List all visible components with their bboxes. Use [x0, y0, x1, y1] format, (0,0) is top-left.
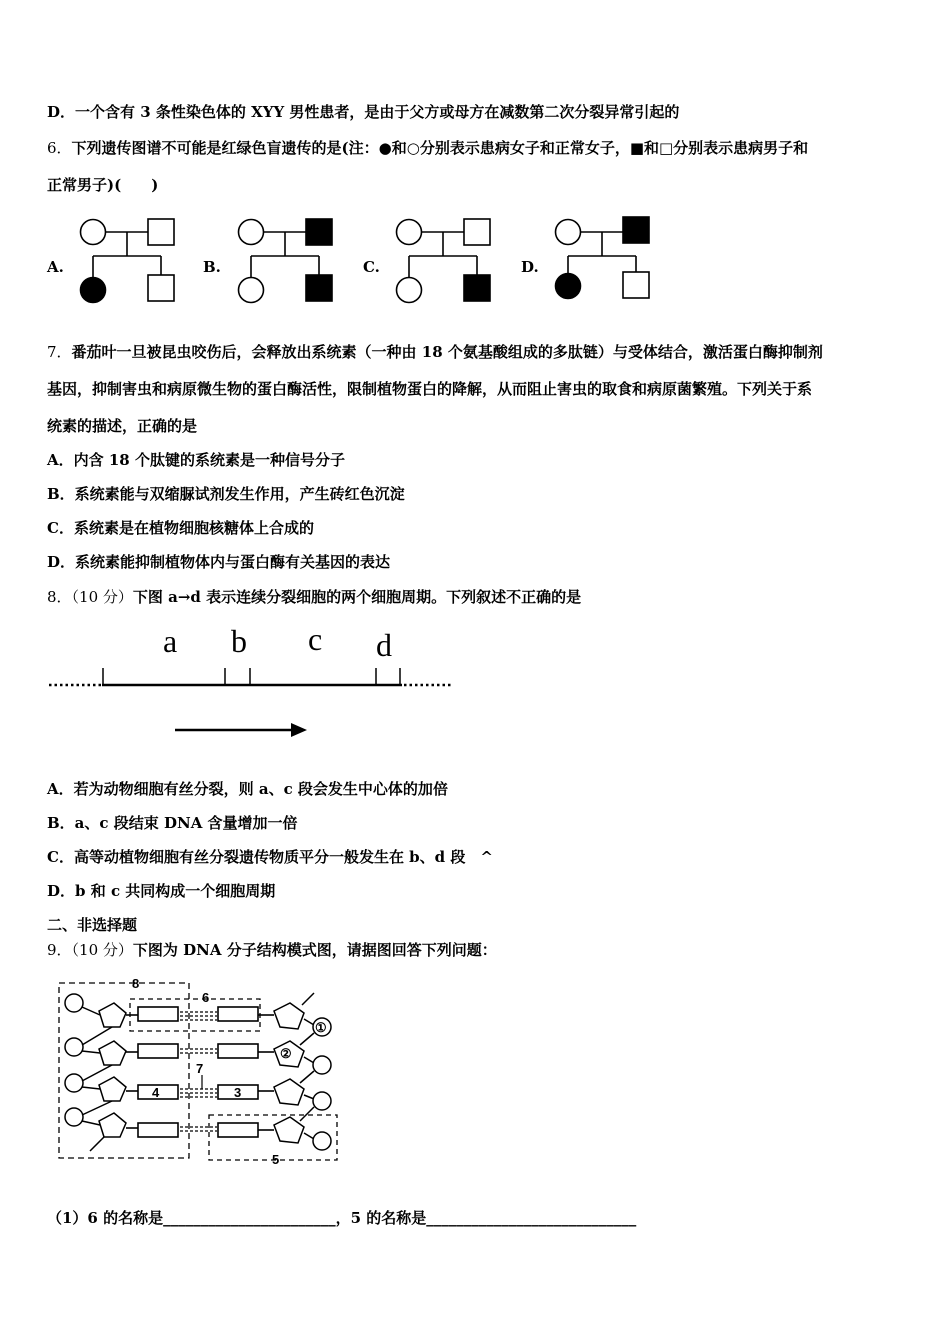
q6-stem-line2: 正常男子)( ) [47, 176, 159, 194]
q6-option-b-label: B. [203, 258, 221, 276]
cell-cycle-diagram [45, 615, 465, 750]
section-2-title: 二、非选择题 [47, 916, 138, 934]
q6-stem-text: 下列遗传图谱不可能是红绿色盲遗传的是(注：●和○分别表示患病女子和正常女子，■和□分别表示患病男子和 [71, 139, 809, 157]
q7-option-c: C．系统素是在植物细胞核糖体上合成的 [47, 519, 314, 537]
q8-option-b: B．a、c 段结束 DNA 含量增加一倍 [47, 814, 298, 832]
pedigree-c-icon [394, 212, 499, 307]
segment-label-b: b [231, 623, 247, 659]
q5-option-d: D．一个含有 3 条性染色体的 XYY 男性患者，是由于父方或母方在减数第二次分裂异常引起的 [47, 103, 680, 121]
q7-number: 7． [47, 343, 72, 361]
q8-score: （10 分） [71, 588, 133, 606]
q9-number: 9． [47, 941, 72, 959]
segment-label-a: a [163, 623, 178, 659]
q7-option-a: A．内含 18 个肽键的系统素是一种信号分子 [47, 451, 345, 469]
dna-label-1: ① [315, 1020, 327, 1035]
q8-option-c: C．高等动植物细胞有丝分裂遗传物质平分一般发生在 b、d 段 ^ [47, 848, 493, 866]
q9-score: （10 分） [71, 941, 133, 959]
q7-stem-text: 番茄叶一旦被昆虫咬伤后，会释放出系统素（一种由 18 个氨基酸组成的多肽链）与受体结合，激活蛋白酶抑制剂 [71, 343, 823, 361]
segment-label-d: d [376, 627, 392, 663]
q7-stem-line2: 基因，抑制害虫和病原微生物的蛋白酶活性，限制植物蛋白的降解，从而阻止害虫的取食和病原菌繁殖。下列关于系 [47, 380, 813, 398]
pedigree-d-icon [553, 212, 658, 307]
q7-option-b: B．系统素能与双缩脲试剂发生作用，产生砖红色沉淀 [47, 485, 405, 503]
q6-number: 6． [47, 139, 72, 157]
q9-stem-text: 下图为 DNA 分子结构模式图，请据图回答下列问题： [132, 941, 497, 959]
dna-label-2: ② [280, 1046, 292, 1061]
q8-option-d: D．b 和 c 共同构成一个细胞周期 [47, 882, 276, 900]
q6-option-d-label: D. [521, 258, 539, 276]
dna-label-7: 7 [196, 1061, 204, 1076]
q8-stem [47, 587, 581, 607]
q7-stem-line1 [47, 342, 823, 362]
q9-sub1: （1）6 的名称是_______________________，5 的名称是____________________________ [47, 1209, 637, 1227]
dna-label-3: 3 [234, 1085, 242, 1100]
q7-stem-line3: 统素的描述，正确的是 [47, 417, 198, 435]
dna-structure-diagram [52, 975, 347, 1170]
pedigree-b-icon [236, 212, 341, 307]
q9-stem [47, 940, 497, 960]
q6-option-a-label: A. [47, 258, 64, 276]
dna-label-6: 6 [202, 990, 210, 1005]
pedigree-a-icon [78, 212, 183, 307]
q6-stem-line1 [47, 138, 808, 158]
dna-label-5: 5 [272, 1152, 280, 1167]
dna-label-8: 8 [132, 976, 140, 991]
q7-option-d: D．系统素能抑制植物体内与蛋白酶有关基因的表达 [47, 553, 391, 571]
dna-label-4: 4 [152, 1085, 160, 1100]
q8-number: 8． [47, 588, 72, 606]
q6-option-c-label: C. [363, 258, 380, 276]
segment-label-c: c [308, 621, 323, 657]
q8-stem-text: 下图 a→d 表示连续分裂细胞的两个细胞周期。下列叙述不正确的是 [132, 588, 582, 606]
q8-option-a: A．若为动物细胞有丝分裂，则 a、c 段会发生中心体的加倍 [47, 780, 448, 798]
